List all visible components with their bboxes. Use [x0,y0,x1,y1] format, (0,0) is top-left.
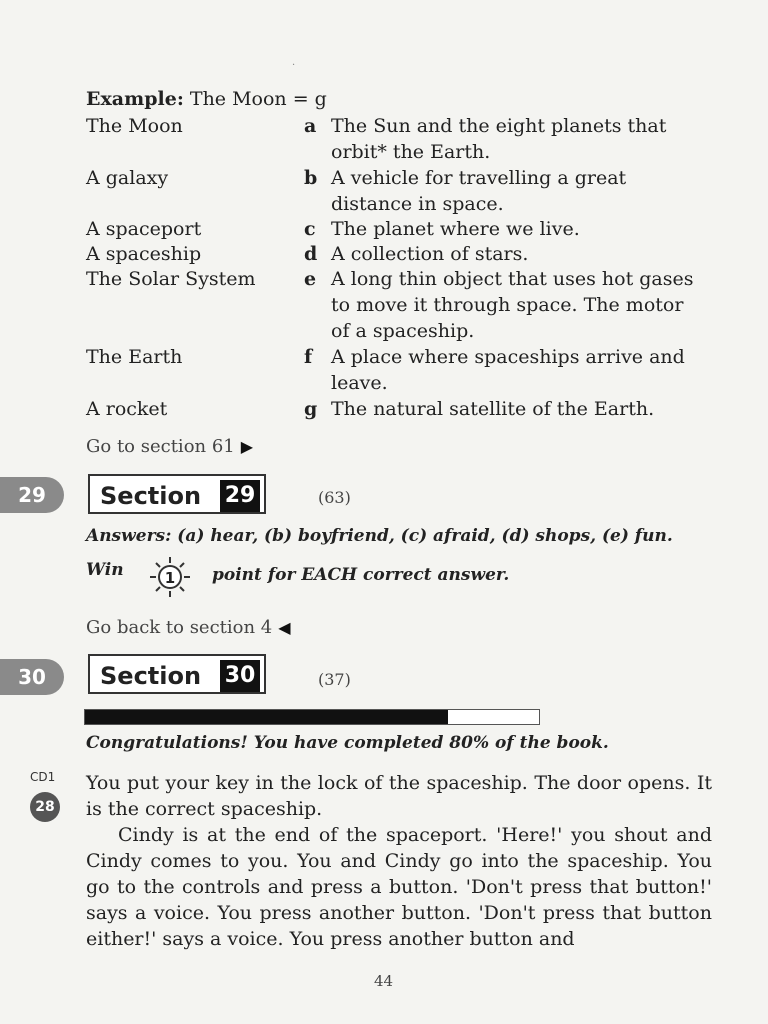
congrats-line: Congratulations! You have completed 80% of the book. [86,733,609,753]
match-definition: The Sun and the eight planets that orbit* the Earth. [331,115,667,163]
section-label: Section [100,662,202,690]
page-mark: · [292,60,296,71]
match-term: A spaceport [86,218,202,240]
match-definition: A place where spaceships arrive and leave. [331,346,685,394]
goback-section-4[interactable] [86,617,291,638]
section-number: 29 [220,480,260,512]
section-label: Section [100,482,202,510]
goback-text: Go back to section 4 [86,617,273,638]
forward-arrow-icon: ▶ [240,437,254,456]
match-letter: c [304,218,316,240]
point-badge-icon [148,555,192,599]
match-definition: A collection of stars. [331,243,529,265]
match-letter: d [304,243,318,265]
goto-section-61[interactable] [86,436,253,457]
cd-track-badge: 28 [30,792,60,822]
example-text: The Moon = g [189,88,327,110]
win-suffix: point for EACH correct answer. [212,565,510,585]
progress-fill [85,710,448,724]
section-30-heading [88,654,266,694]
match-letter: e [304,268,317,290]
match-term: The Earth [86,346,183,368]
answers-line: Answers: (a) hear, (b) boyfriend, (c) afraid, (d) shops, (e) fun. [86,526,673,546]
section-30-ref: (37) [318,670,351,689]
back-arrow-icon: ◀ [278,618,291,637]
match-term: A spaceship [86,243,202,265]
match-letter: a [304,115,317,137]
page-number: 44 [374,972,394,990]
match-letter: f [304,346,313,368]
cd-label: CD1 [30,770,56,784]
section-29-heading [88,474,266,514]
match-term: The Solar System [86,268,256,290]
match-definition: A vehicle for travelling a great distance in space. [331,167,627,215]
match-letter: b [304,167,318,189]
section-tab-30: 30 [0,659,64,695]
example-label: Example: [86,88,184,110]
section-number: 30 [220,660,260,692]
section-29-ref: (63) [318,488,351,507]
match-term: The Moon [86,115,183,137]
goto-text: Go to section 61 [86,436,235,457]
match-definition: The planet where we live. [331,218,580,240]
match-definition: The natural satellite of the Earth. [331,398,655,420]
example-heading [86,88,327,110]
book-progress-bar [84,709,540,725]
match-term: A galaxy [86,167,169,189]
story-paragraph-2: Cindy is at the end of the spaceport. 'Here!' you shout and Cindy comes to you. You and Cindy go into the spaceship. You go to the controls and press a button. 'Don't press that button!' says a voice. You press another button. 'Don't press that button either!' says a voice. You press another button and [86,824,712,950]
story-paragraph-1: You put your key in the lock of the spaceship. The door opens. It is the correct spaceship. [86,772,712,820]
win-prefix: Win [86,560,124,580]
win-points: 1 [164,569,176,587]
section-tab-29: 29 [0,477,64,513]
match-letter: g [304,398,318,420]
match-definition: A long thin object that uses hot gases to move it through space. The motor of a spaceship. [331,268,694,342]
match-term: A rocket [86,398,168,420]
